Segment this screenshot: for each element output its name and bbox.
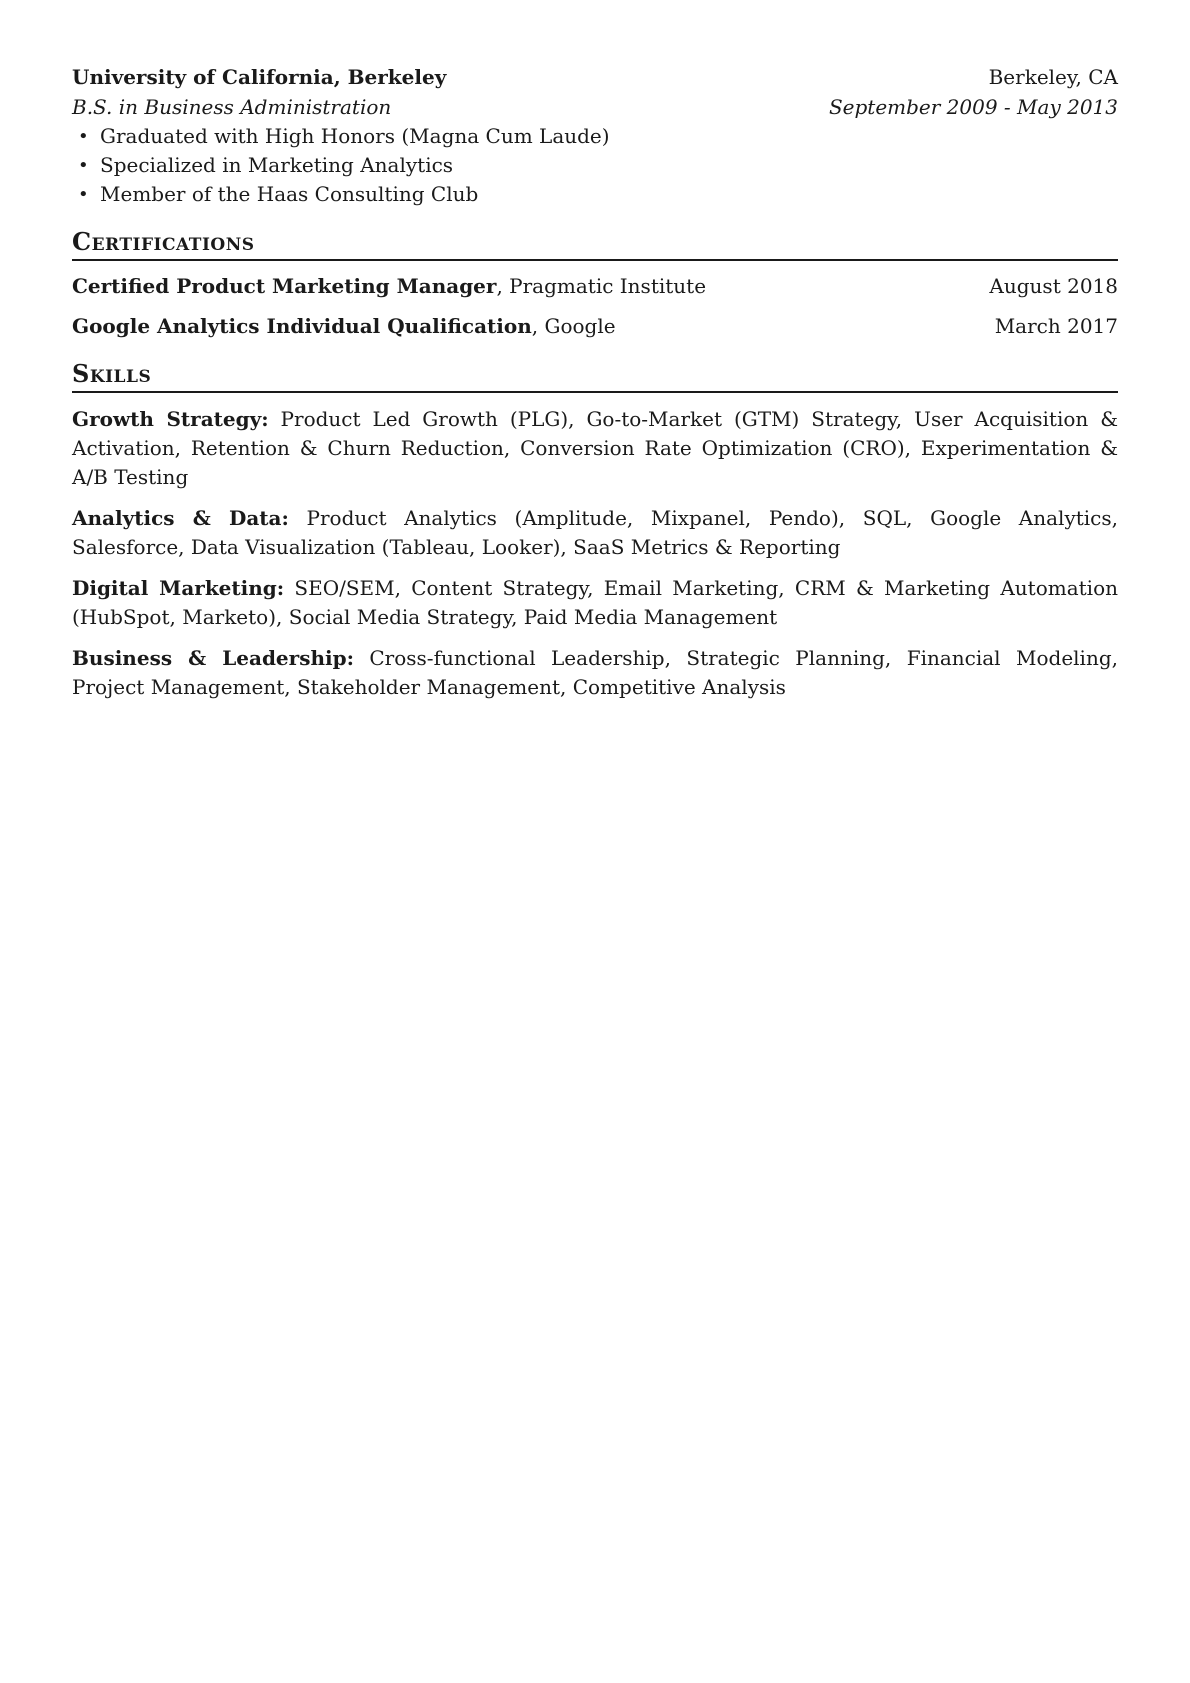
list-item: • Specialized in Marketing Analytics (72, 151, 1118, 180)
degree: B.S. in Business Administration (72, 95, 392, 119)
certification-date: March 2017 (994, 314, 1118, 338)
list-item: • Graduated with High Honors (Magna Cum Laude) (72, 122, 1118, 151)
education-dates: September 2009 - May 2013 (828, 95, 1118, 119)
institution-location: Berkeley, CA (988, 65, 1118, 89)
skills-list (72, 405, 1118, 702)
certification-issuer: , Pragmatic Institute (496, 274, 707, 298)
skill-group-text: Product Led Growth (PLG), Go-to-Market (GTM) Strategy, User Acquisition & Activation, Retention & Churn Reduction, Conversion Rate Optimization (CRO), Experimentation & A/B Testing (72, 407, 1118, 489)
skill-group-label: Analytics & Data: (72, 506, 289, 530)
certification-name: Certified Product Marketing Manager (72, 274, 497, 298)
skills-heading: Skills (72, 359, 1118, 393)
certification-date: August 2018 (989, 274, 1118, 298)
education-degree-row (72, 92, 1118, 122)
education-entry (72, 62, 1118, 209)
certification-title (72, 271, 706, 301)
certifications-list (72, 271, 1118, 341)
certification-title (72, 311, 616, 341)
list-item: • Member of the Haas Consulting Club (72, 180, 1118, 209)
certification-row (72, 311, 1118, 341)
certifications-heading: Certifications (72, 227, 1118, 261)
institution-name: University of California, Berkeley (72, 65, 447, 89)
skill-group-label: Digital Marketing: (72, 576, 285, 600)
education-header-row (72, 62, 1118, 92)
skill-group-label: Business & Leadership: (72, 646, 354, 670)
skill-group (72, 405, 1118, 492)
education-bullets (72, 122, 1118, 209)
skill-group (72, 574, 1118, 632)
skill-group (72, 644, 1118, 702)
skill-group (72, 504, 1118, 562)
certification-issuer: , Google (531, 314, 616, 338)
resume-page (72, 62, 1118, 702)
skill-group-text: Product Analytics (Amplitude, Mixpanel, Pendo), SQL, Google Analytics, Salesforce, Data Visualization (Tableau, Looker), SaaS Metrics & Reporting (72, 506, 1119, 559)
certification-name: Google Analytics Individual Qualification (72, 314, 532, 338)
skill-group-text: SEO/SEM, Content Strategy, Email Marketing, CRM & Marketing Automation (HubSpot, Marketo), Social Media Strategy, Paid Media Management (72, 576, 1118, 629)
skill-group-label: Growth Strategy: (72, 407, 269, 431)
skill-group-text: Cross-functional Leadership, Strategic Planning, Financial Modeling, Project Management, Stakeholder Management, Competitive Analysis (72, 646, 1118, 699)
certification-row (72, 271, 1118, 301)
